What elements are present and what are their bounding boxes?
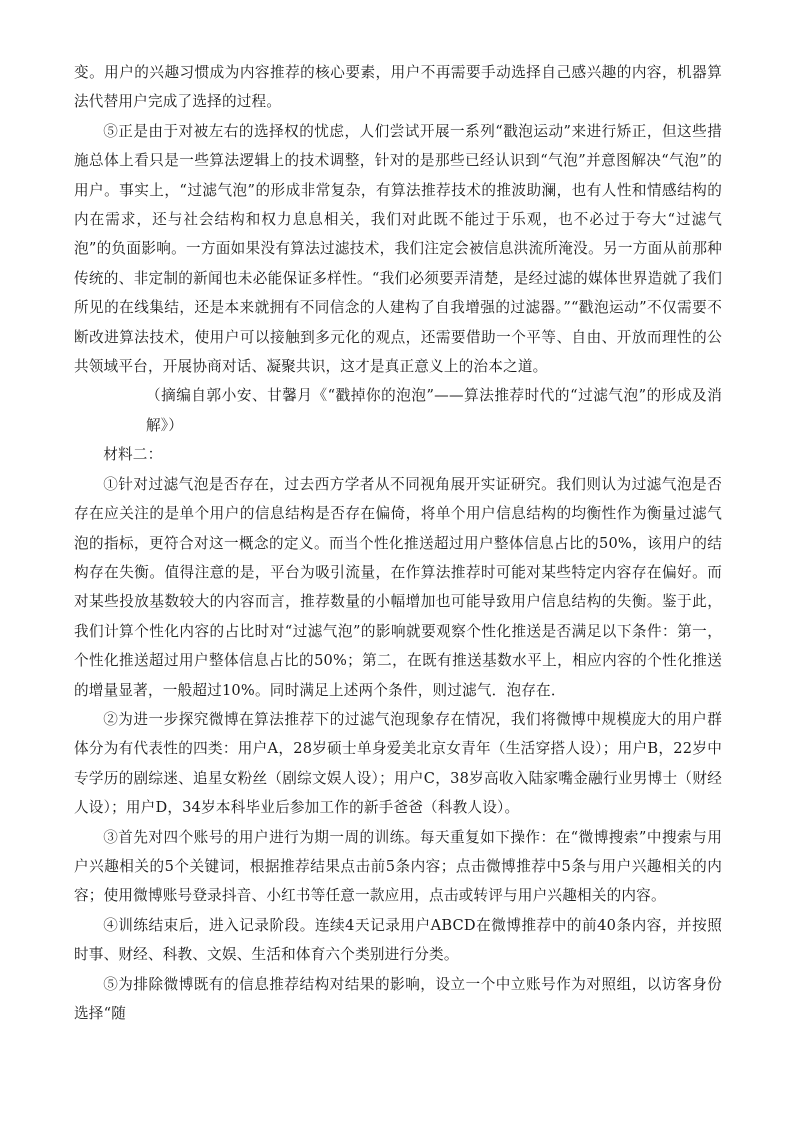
paragraph-2: ②为进一步探究微博在算法推荐下的过滤气泡现象存在情况，我们将微博中规模庞大的用户群体分为有代表性的四类：用户A，28岁硕士单身爱美北京女青年（生活穿搭人设）；用户B，22岁中专学历的剧综迷、追星女粉丝（剧综文娱人设）；用户C，38岁高收入陆家嘴金融行业男博士（财经人设）；用户D，34岁本科毕业后参加工作的新手爸爸（科教人设）。	[74, 710, 722, 817]
paragraph-5-partial: ⑤为排除微博既有的信息推荐结构对结果的影响，设立一个中立账号作为对照组，以访客身份选择“随	[74, 975, 722, 1022]
paragraph-1: ①针对过滤气泡是否存在，过去西方学者从不同视角展开实证研究。我们则认为过滤气泡是否存在应关注的是单个用户的信息结构是否存在偏倚，将单个用户信息结构的均衡性作为衡量过滤气泡的指标，更符合对这一概念的定义。而当个性化推送超过用户整体信息占比的50%，该用户的结构存在失衡。值得注意的是，平台为吸引流量，在作算法推荐时可能对某些特定内容存在偏好。而对某些投放基数较大的内容而言，推荐数量的小幅增加也可能导致用户信息结构的失衡。鉴于此，我们计算个性化内容的占比时对“过滤气泡”的影响就要观察个性化推送是否满足以下条件：第一，个性化推送超过用户整体信息占比的50%；第二，在既有推送基数水平上，相应内容的个性化推送的增量显著，一般超过10%。同时满足上述两个条件，则过滤气．泡存在．	[74, 475, 722, 699]
source-citation: （摘编自郭小安、甘馨月《“戳掉你的泡泡”——算法推荐时代的“过滤气泡”的形成及消解》）	[146, 387, 722, 434]
document-page	[74, 58, 722, 1028]
paragraph-continuation: 变。用户的兴趣习惯成为内容推荐的核心要素，用户不再需要手动选择自己感兴趣的内容，机器算法代替用户完成了选择的过程。	[74, 64, 722, 111]
paragraph-3: ③首先对四个账号的用户进行为期一周的训练。每天重复如下操作：在“微博搜索”中搜索与用户兴趣相关的5个关键词，根据推荐结果点击前5条内容；点击微博推荐中5条与用户兴趣相关的内容；使用微博账号登录抖音、小红书等任意一款应用，点击或转评与用户兴趣相关的内容。	[74, 828, 722, 905]
paragraph-5: ⑤正是由于对被左右的选择权的忧虑，人们尝试开展一系列“戳泡运动”来进行矫正，但这些措施总体上看只是一些算法逻辑上的技术调整，针对的是那些已经认识到“气泡”并意图解决“气泡”的用户。事实上，“过滤气泡”的形成非常复杂，有算法推荐技术的推波助澜，也有人性和情感结构的内在需求，还与社会结构和权力息息相关，我们对此既不能过于乐观，也不必过于夸大“过滤气泡”的负面影响。一方面如果没有算法过滤技术，我们注定会被信息洪流所淹没。另一方面从前那种传统的、非定制的新闻也未必能保证多样性。“我们必须要弄清楚，是经过滤的媒体世界造就了我们所见的在线集结，还是本来就拥有不同信念的人建构了自我增强的过滤器。”“戳泡运动”不仅需要不断改进算法技术，使用户可以接触到多元化的观点，还需要借助一个平等、自由、开放而理性的公共领域平台，开展协商对话、凝聚共识，这才是真正意义上的治本之道。	[74, 122, 722, 376]
section-heading-material-2: 材料二：	[103, 446, 163, 464]
paragraph-4: ④训练结束后，进入记录阶段。连续4天记录用户ABCD在微博推荐中的前40条内容，并按照时事、财经、科教、文娱、生活和体育六个类别进行分类。	[74, 916, 722, 964]
